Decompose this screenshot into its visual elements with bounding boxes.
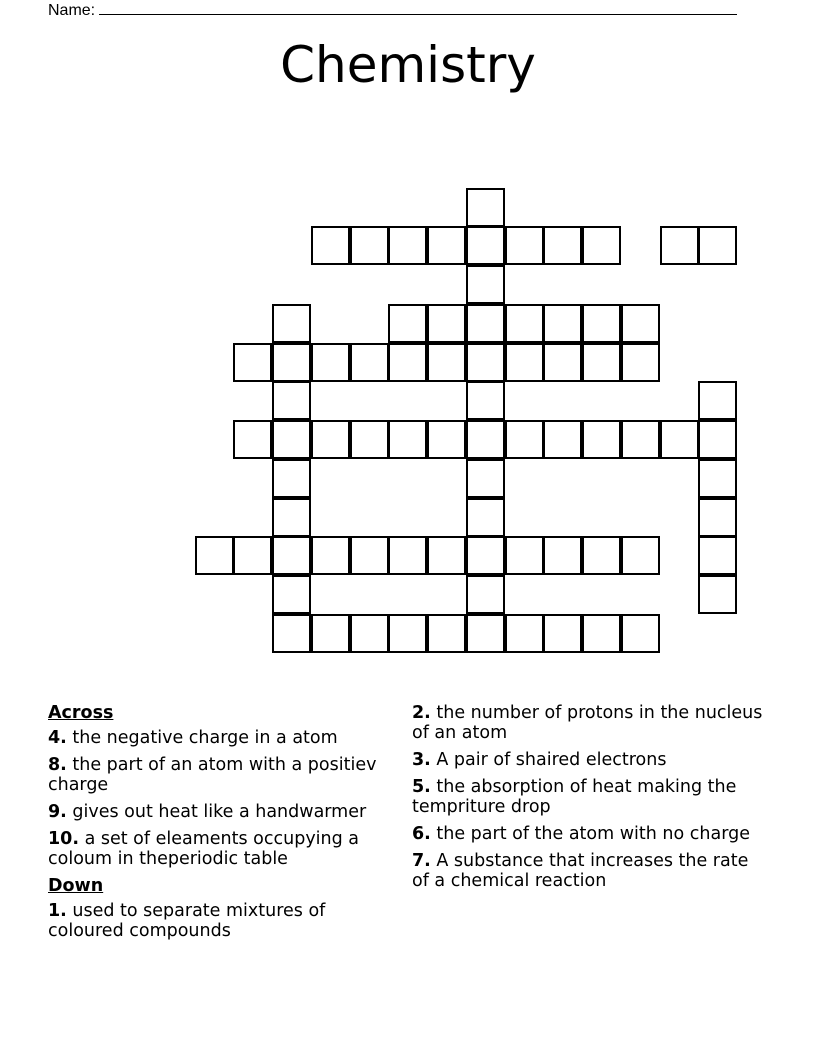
- grid-cell[interactable]: [311, 226, 350, 265]
- grid-cell[interactable]: [698, 575, 737, 614]
- grid-cell[interactable]: [233, 343, 272, 382]
- grid-cell[interactable]: [466, 304, 505, 343]
- grid-cell[interactable]: [311, 536, 350, 575]
- grid-cell[interactable]: [582, 304, 621, 343]
- grid-cell[interactable]: [698, 420, 737, 459]
- grid-cell[interactable]: [505, 304, 544, 343]
- grid-cell[interactable]: [427, 420, 466, 459]
- grid-cell[interactable]: [543, 226, 582, 265]
- grid-cell[interactable]: [388, 304, 427, 343]
- grid-cell[interactable]: [427, 536, 466, 575]
- grid-cell[interactable]: [350, 226, 389, 265]
- clue-across-8: 8. the part of an atom with a positiev charge: [48, 755, 377, 795]
- grid-cell[interactable]: [466, 420, 505, 459]
- page-title: Chemistry: [280, 36, 536, 94]
- grid-cell[interactable]: [582, 343, 621, 382]
- clues-column-left: [48, 703, 400, 948]
- grid-cell[interactable]: [698, 536, 737, 575]
- grid-cell[interactable]: [350, 614, 389, 653]
- grid-cell[interactable]: [272, 381, 311, 420]
- grid-cell[interactable]: [543, 343, 582, 382]
- grid-cell[interactable]: [466, 226, 505, 265]
- grid-cell[interactable]: [427, 304, 466, 343]
- clue-down-7: 7. A substance that increases the rate of a chemical reaction: [412, 851, 749, 891]
- clues-column-right: [412, 703, 764, 898]
- grid-cell[interactable]: [621, 536, 660, 575]
- grid-cell[interactable]: [233, 536, 272, 575]
- grid-cell[interactable]: [505, 614, 544, 653]
- grid-cell[interactable]: [427, 226, 466, 265]
- grid-cell[interactable]: [621, 343, 660, 382]
- grid-cell[interactable]: [543, 614, 582, 653]
- down-heading: Down: [48, 876, 104, 896]
- clue-across-4: 4. the negative charge in a atom: [48, 728, 338, 748]
- clue-down-6: 6. the part of the atom with no charge: [412, 824, 750, 844]
- grid-cell[interactable]: [698, 381, 737, 420]
- clue-down-2: 2. the number of protons in the nucleus of an atom: [412, 703, 763, 743]
- grid-cell[interactable]: [505, 343, 544, 382]
- grid-cell[interactable]: [505, 226, 544, 265]
- grid-cell[interactable]: [543, 420, 582, 459]
- across-heading: Across: [48, 703, 114, 723]
- grid-cell[interactable]: [388, 536, 427, 575]
- grid-cell[interactable]: [582, 614, 621, 653]
- grid-cell[interactable]: [272, 304, 311, 343]
- grid-cell[interactable]: [582, 420, 621, 459]
- grid-cell[interactable]: [350, 343, 389, 382]
- grid-cell[interactable]: [233, 420, 272, 459]
- grid-cell[interactable]: [195, 536, 234, 575]
- grid-cell[interactable]: [311, 614, 350, 653]
- grid-cell[interactable]: [543, 536, 582, 575]
- grid-cell[interactable]: [466, 188, 505, 227]
- grid-cell[interactable]: [350, 420, 389, 459]
- name-label: Name:: [48, 2, 96, 19]
- grid-cell[interactable]: [660, 420, 699, 459]
- grid-cell[interactable]: [466, 614, 505, 653]
- grid-cell[interactable]: [466, 498, 505, 537]
- grid-cell[interactable]: [272, 459, 311, 498]
- grid-cell[interactable]: [388, 614, 427, 653]
- grid-cell[interactable]: [388, 420, 427, 459]
- grid-cell[interactable]: [388, 226, 427, 265]
- grid-cell[interactable]: [466, 343, 505, 382]
- grid-cell[interactable]: [505, 536, 544, 575]
- grid-cell[interactable]: [272, 343, 311, 382]
- name-underline[interactable]: [99, 0, 737, 15]
- clue-down-5: 5. the absorption of heat making the tempriture drop: [412, 777, 737, 817]
- grid-cell[interactable]: [698, 459, 737, 498]
- grid-cell[interactable]: [350, 536, 389, 575]
- grid-cell[interactable]: [427, 343, 466, 382]
- grid-cell[interactable]: [272, 536, 311, 575]
- grid-cell[interactable]: [466, 265, 505, 304]
- grid-cell[interactable]: [466, 459, 505, 498]
- grid-cell[interactable]: [698, 226, 737, 265]
- grid-cell[interactable]: [582, 536, 621, 575]
- grid-cell[interactable]: [505, 420, 544, 459]
- grid-cell[interactable]: [272, 420, 311, 459]
- grid-cell[interactable]: [582, 226, 621, 265]
- clue-down-3: 3. A pair of shaired electrons: [412, 750, 667, 770]
- grid-cell[interactable]: [311, 420, 350, 459]
- grid-cell[interactable]: [466, 536, 505, 575]
- grid-cell[interactable]: [660, 226, 699, 265]
- name-field[interactable]: [48, 0, 737, 20]
- clue-down-1: 1. used to separate mixtures of coloured compounds: [48, 901, 326, 941]
- grid-cell[interactable]: [388, 343, 427, 382]
- grid-cell[interactable]: [427, 614, 466, 653]
- grid-cell[interactable]: [621, 614, 660, 653]
- grid-cell[interactable]: [311, 343, 350, 382]
- grid-cell[interactable]: [621, 304, 660, 343]
- grid-cell[interactable]: [698, 498, 737, 537]
- grid-cell[interactable]: [621, 420, 660, 459]
- clue-across-10: 10. a set of eleaments occupying a coloum in theperiodic table: [48, 829, 360, 869]
- clue-across-9: 9. gives out heat like a handwarmer: [48, 802, 367, 822]
- grid-cell[interactable]: [466, 381, 505, 420]
- grid-cell[interactable]: [272, 575, 311, 614]
- grid-cell[interactable]: [466, 575, 505, 614]
- grid-cell[interactable]: [272, 614, 311, 653]
- grid-cell[interactable]: [543, 304, 582, 343]
- grid-cell[interactable]: [272, 498, 311, 537]
